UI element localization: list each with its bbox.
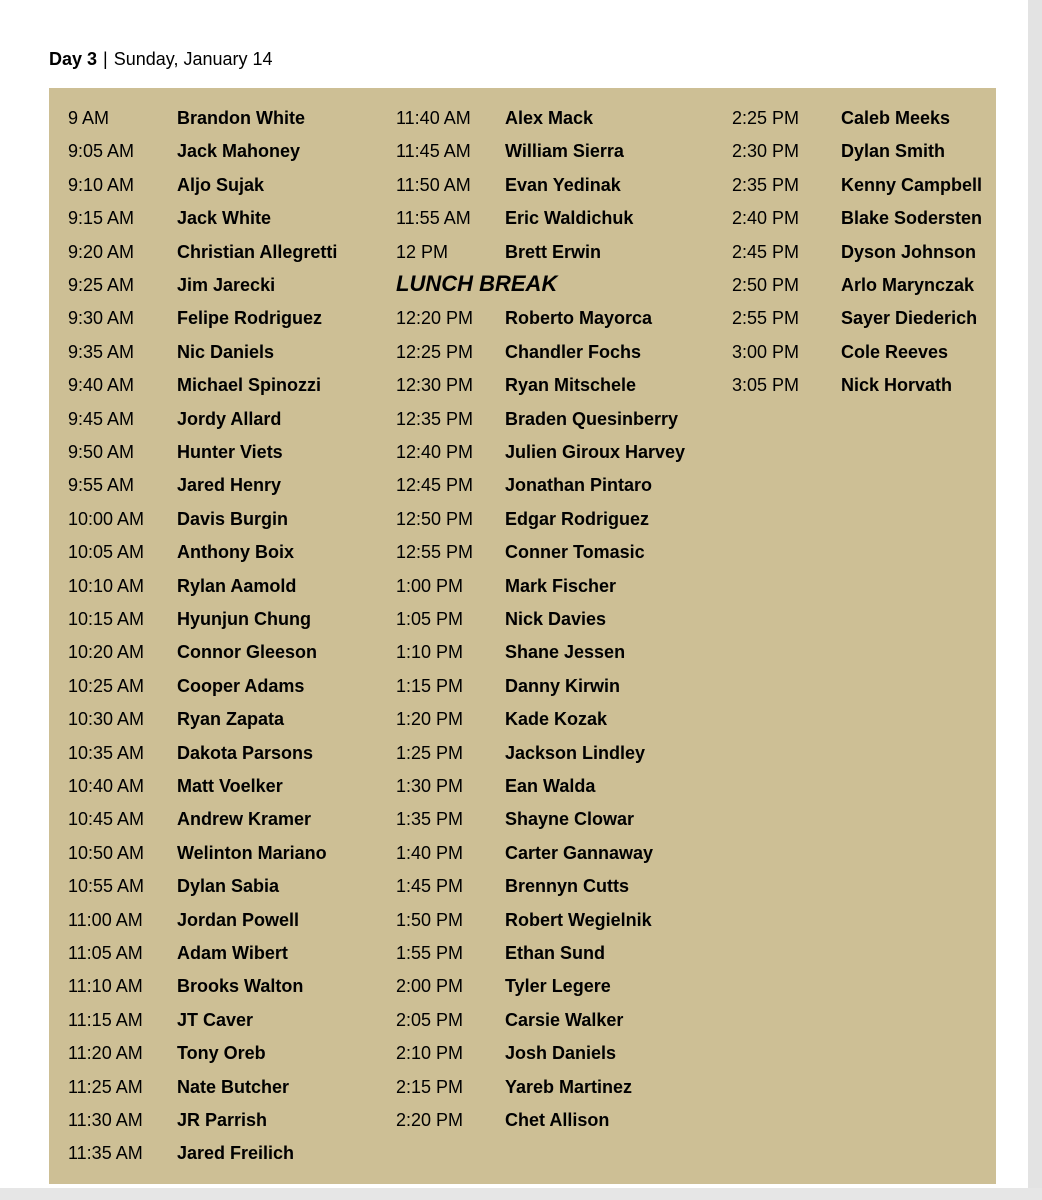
slot-time: 10:00 AM: [68, 508, 145, 529]
slot-time: 10:40 AM: [68, 776, 145, 796]
slot-time: 1:55 PM: [396, 943, 464, 963]
slot-time: 11:05 AM: [68, 943, 143, 963]
player-name: Chet Allison: [505, 1110, 610, 1130]
player-name: Jim Jarecki: [177, 275, 276, 295]
slot-time: 2:10 PM: [396, 1043, 464, 1064]
player-name: Kenny Campbell: [841, 174, 983, 195]
slot-time: 9:10 AM: [68, 174, 135, 195]
slot-time: 9:05 AM: [68, 141, 135, 162]
slot-time: 1:10 PM: [396, 642, 464, 663]
slot-time: 1:45 PM: [396, 876, 464, 897]
slot-time: 10:55 AM: [68, 876, 145, 897]
slot-time: 1:05 PM: [396, 609, 464, 629]
player-name: Danny Kirwin: [505, 675, 621, 696]
slot-time: 11:50 AM: [396, 174, 471, 195]
slot-time: 1:20 PM: [396, 709, 464, 730]
player-name: Roberto Mayorca: [505, 308, 653, 329]
slot-time: 9:25 AM: [68, 275, 135, 295]
player-name: Dylan Smith: [841, 141, 946, 162]
slot-time: 2:00 PM: [396, 976, 464, 997]
slot-time: 10:30 AM: [68, 709, 145, 730]
player-name: Jared Henry: [177, 475, 282, 496]
day-label: Day 3: [49, 49, 98, 69]
slot-time: 10:45 AM: [68, 809, 145, 830]
player-name: Chandler Fochs: [505, 341, 642, 362]
slot-time: 9:40 AM: [68, 375, 135, 396]
slot-time: 2:25 PM: [732, 108, 800, 128]
player-name: Ryan Zapata: [177, 709, 285, 730]
slot-time: 12:55 PM: [396, 542, 474, 563]
player-name: Eric Waldichuk: [505, 208, 634, 229]
player-name: Jackson Lindley: [505, 742, 646, 763]
player-name: Jared Freilich: [177, 1143, 295, 1164]
slot-time: 2:45 PM: [732, 241, 800, 262]
slot-time: 11:45 AM: [396, 141, 471, 162]
player-name: Christian Allegretti: [177, 241, 338, 262]
slot-time: 1:40 PM: [396, 842, 464, 863]
player-name: Carter Gannaway: [505, 842, 654, 863]
lunch-break-label: LUNCH BREAK: [396, 271, 558, 296]
slot-time: 11:10 AM: [68, 976, 143, 997]
slot-time: 12:45 PM: [396, 475, 474, 496]
player-name: Nick Horvath: [841, 375, 953, 396]
player-name: Cooper Adams: [177, 675, 305, 696]
player-name: Caleb Meeks: [841, 108, 951, 128]
player-name: Welinton Mariano: [177, 842, 327, 863]
slot-time: 2:05 PM: [396, 1009, 464, 1030]
player-name: Julien Giroux Harvey: [505, 442, 686, 462]
player-name: Ryan Mitschele: [505, 375, 637, 396]
player-name: Shayne Clowar: [505, 809, 635, 830]
slot-time: 9:50 AM: [68, 442, 135, 462]
player-name: Hunter Viets: [177, 442, 283, 462]
player-name: Anthony Boix: [177, 542, 294, 563]
schedule-panel: [49, 88, 996, 1184]
slot-time: 9:45 AM: [68, 408, 135, 429]
player-name: Edgar Rodriguez: [505, 508, 650, 529]
player-name: Braden Quesinberry: [505, 408, 679, 429]
slot-time: 11:30 AM: [68, 1110, 143, 1130]
slot-time: 12 PM: [396, 241, 449, 262]
slot-time: 2:55 PM: [732, 308, 800, 329]
slot-time: 12:25 PM: [396, 341, 474, 362]
slot-time: 2:20 PM: [396, 1110, 464, 1130]
player-name: Dakota Parsons: [177, 742, 314, 763]
slot-time: 1:30 PM: [396, 776, 464, 796]
header-separator: |: [103, 49, 108, 69]
player-name: Cole Reeves: [841, 341, 949, 362]
player-name: Brandon White: [177, 108, 305, 128]
player-name: Sayer Diederich: [841, 308, 978, 329]
slot-time: 1:25 PM: [396, 742, 464, 763]
slot-time: 9:55 AM: [68, 475, 135, 496]
slot-time: 10:25 AM: [68, 675, 145, 696]
player-name: Brennyn Cutts: [505, 876, 630, 897]
player-name: Brett Erwin: [505, 241, 602, 262]
player-name: Rylan Aamold: [177, 575, 297, 596]
player-name: JT Caver: [177, 1009, 254, 1030]
player-name: JR Parrish: [177, 1110, 268, 1130]
player-name: Tony Oreb: [177, 1043, 266, 1064]
player-name: Arlo Marynczak: [841, 275, 975, 295]
slot-time: 12:30 PM: [396, 375, 474, 396]
player-name: Jordan Powell: [177, 909, 300, 930]
player-name: Carsie Walker: [505, 1009, 624, 1030]
slot-time: 11:40 AM: [396, 108, 471, 128]
slot-time: 9:20 AM: [68, 241, 135, 262]
slot-time: 10:35 AM: [68, 742, 145, 763]
schedule-header: [49, 47, 273, 71]
window-edge: [1028, 0, 1042, 1200]
slot-time: 11:00 AM: [68, 909, 143, 930]
player-name: Hyunjun Chung: [177, 609, 311, 629]
slot-time: 2:50 PM: [732, 275, 800, 295]
slot-time: 11:20 AM: [68, 1043, 143, 1064]
slot-time: 11:55 AM: [396, 208, 471, 229]
player-name: Davis Burgin: [177, 508, 289, 529]
player-name: Andrew Kramer: [177, 809, 312, 830]
slot-time: 3:05 PM: [732, 375, 800, 396]
slot-time: 9 AM: [68, 108, 110, 128]
slot-time: 11:25 AM: [68, 1076, 143, 1097]
slot-time: 3:00 PM: [732, 341, 800, 362]
slot-time: 12:50 PM: [396, 508, 474, 529]
slot-time: 10:50 AM: [68, 842, 145, 863]
slot-time: 12:35 PM: [396, 408, 474, 429]
player-name: Connor Gleeson: [177, 642, 318, 663]
player-name: Nick Davies: [505, 609, 607, 629]
player-name: Adam Wibert: [177, 943, 288, 963]
player-name: Tyler Legere: [505, 976, 611, 997]
player-name: Josh Daniels: [505, 1043, 617, 1064]
slot-time: 10:10 AM: [68, 575, 145, 596]
player-name: Mark Fischer: [505, 575, 617, 596]
player-name: Ean Walda: [505, 776, 596, 796]
player-name: Nate Butcher: [177, 1076, 290, 1097]
player-name: Jack White: [177, 208, 272, 229]
player-name: Michael Spinozzi: [177, 375, 322, 396]
player-name: Jonathan Pintaro: [505, 475, 653, 496]
slot-time: 2:15 PM: [396, 1076, 464, 1097]
date-label: Sunday, January 14: [113, 49, 273, 69]
slot-time: 10:05 AM: [68, 542, 145, 563]
player-name: Ethan Sund: [505, 943, 605, 963]
player-name: Nic Daniels: [177, 341, 275, 362]
slot-time: 1:15 PM: [396, 675, 464, 696]
slot-time: 10:20 AM: [68, 642, 145, 663]
slot-time: 11:15 AM: [68, 1009, 143, 1030]
player-name: William Sierra: [505, 141, 624, 162]
slot-time: 1:00 PM: [396, 575, 464, 596]
player-name: Alex Mack: [505, 108, 594, 128]
slot-time: 1:35 PM: [396, 809, 464, 830]
player-name: Conner Tomasic: [505, 542, 645, 563]
slot-time: 1:50 PM: [396, 909, 464, 930]
player-name: Robert Wegielnik: [505, 909, 652, 930]
slot-time: 12:40 PM: [396, 442, 474, 462]
slot-time: 9:35 AM: [68, 341, 135, 362]
player-name: Shane Jessen: [505, 642, 626, 663]
player-name: Aljo Sujak: [177, 174, 265, 195]
player-name: Brooks Walton: [177, 976, 304, 997]
slot-time: 2:35 PM: [732, 174, 800, 195]
player-name: Dylan Sabia: [177, 876, 280, 897]
slot-time: 10:15 AM: [68, 609, 145, 629]
player-name: Matt Voelker: [177, 776, 283, 796]
player-name: Dyson Johnson: [841, 241, 977, 262]
slot-time: 12:20 PM: [396, 308, 474, 329]
page-bottom-edge: [0, 1188, 1042, 1200]
slot-time: 2:40 PM: [732, 208, 800, 229]
player-name: Felipe Rodriguez: [177, 308, 323, 329]
player-name: Jack Mahoney: [177, 141, 301, 162]
slot-time: 9:30 AM: [68, 308, 135, 329]
player-name: Yareb Martinez: [505, 1076, 633, 1097]
player-name: Kade Kozak: [505, 709, 608, 730]
player-name: Blake Sodersten: [841, 208, 983, 229]
player-name: Jordy Allard: [177, 408, 282, 429]
slot-time: 11:35 AM: [68, 1143, 143, 1164]
slot-time: 2:30 PM: [732, 141, 800, 162]
slot-time: 9:15 AM: [68, 208, 135, 229]
player-name: Evan Yedinak: [505, 174, 621, 195]
